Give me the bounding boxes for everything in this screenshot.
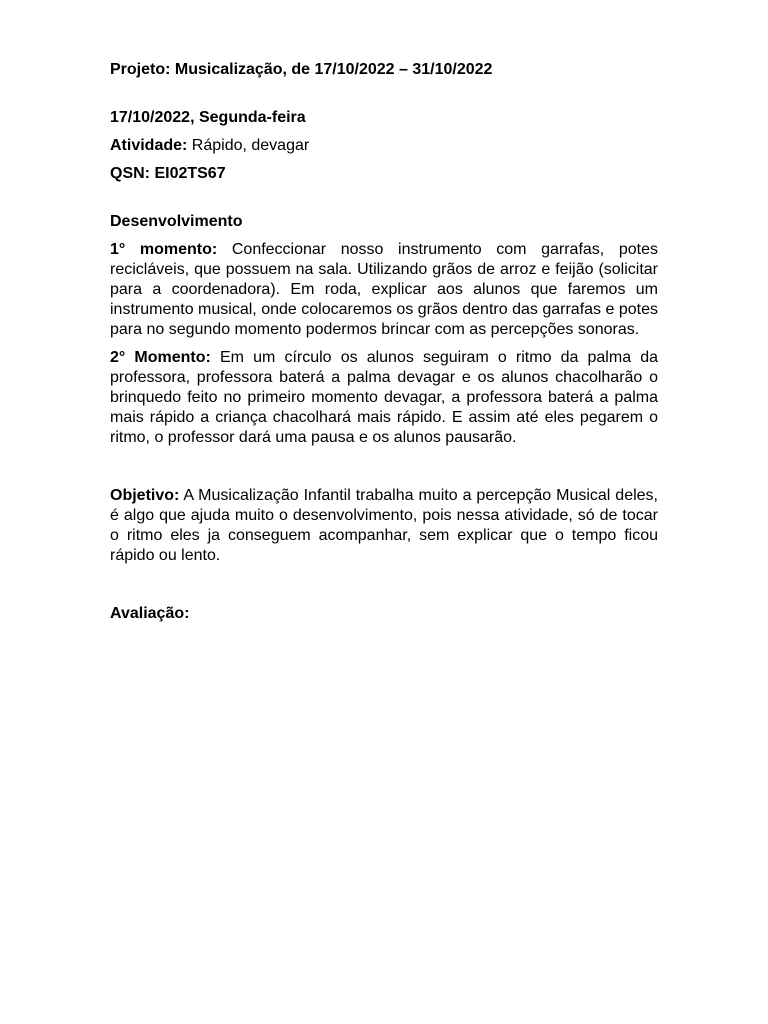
moment2-paragraph xyxy=(110,348,658,448)
project-title-text: Projeto: Musicalização, de 17/10/2022 – 31/10/2022 xyxy=(110,61,493,78)
date-text: 17/10/2022, Segunda-feira xyxy=(110,109,306,126)
activity-line xyxy=(110,136,658,156)
moment2-text: Em um círculo os alunos seguiram o ritmo da palma da professora, professora baterá a palma devagar e os alunos chacolharão o brinquedo feito no primeiro momento devagar, a professora baterá a palma mais rápido a criança chacolhará mais rápido. E assim até eles pegarem o ritmo, o professor dará uma pausa e os alunos pausarão. xyxy=(110,349,659,446)
objective-paragraph xyxy=(110,486,658,566)
development-heading-text: Desenvolvimento xyxy=(110,213,243,230)
evaluation-heading xyxy=(110,604,658,624)
moment1-paragraph xyxy=(110,240,658,340)
date-line xyxy=(110,108,658,128)
qsn-text: QSN: EI02TS67 xyxy=(110,165,226,182)
moment2-label: 2° Momento: xyxy=(110,349,211,366)
objective-label: Objetivo: xyxy=(110,487,180,504)
activity-value: Rápido, devagar xyxy=(187,137,310,154)
moment1-label: 1° momento: xyxy=(110,241,218,258)
document-content xyxy=(110,60,658,624)
moment1-text: Confeccionar nosso instrumento com garrafas, potes recicláveis, que possuem na sala. Utilizando grãos de arroz e feijão (solicitar para a coordenadora). Em roda, explicar aos alunos que faremos um instrumento musical, onde colocaremos os grãos dentro das garrafas e potes para no segundo momento podermos brincar com as percepções sonoras. xyxy=(110,241,658,338)
activity-label: Atividade: xyxy=(110,137,188,154)
development-heading xyxy=(110,212,658,232)
project-title xyxy=(110,60,658,80)
evaluation-label: Avaliação: xyxy=(110,605,190,622)
qsn-line xyxy=(110,164,658,184)
objective-text: A Musicalização Infantil trabalha muito a percepção Musical deles, é algo que ajuda muito o desenvolvimento, pois nessa atividade, só de tocar o ritmo eles ja conseguem acompanhar, sem explicar que o tempo ficou rápido ou lento. xyxy=(110,487,658,564)
